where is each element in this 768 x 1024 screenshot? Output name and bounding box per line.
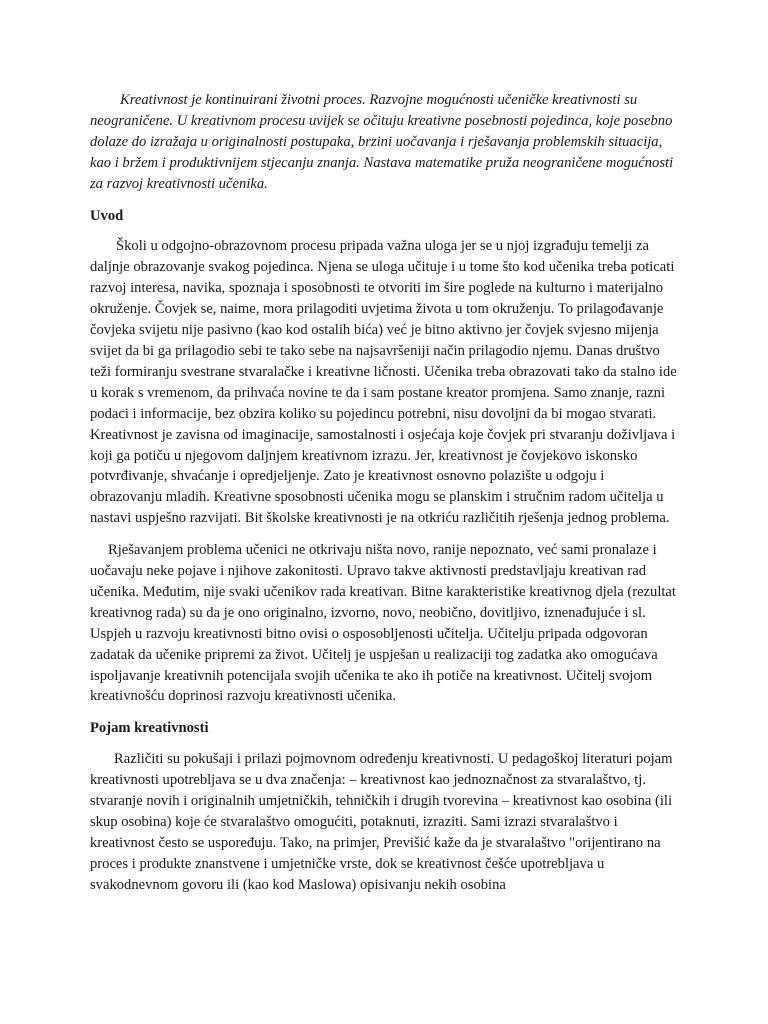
abstract-paragraph: Kreativnost je kontinuirani životni proces. Razvojne mogućnosti učeničke kreativnosti su neograničene. U kreativnom procesu uvijek se očituju kreativne posebnosti pojedinca, koje posebno dolaze do izražaja u originalnosti postupaka, brzini uočavanja i rješavanja problemskih situacija, kao i bržem i produktivnijem stjecanju znanja. Nastava matematike pruža neograničene mogućnosti za razvoj kreativnosti učenika. xyxy=(90,92,674,192)
section-heading-pojam-kreativnosti: Pojam kreativnosti xyxy=(90,720,209,737)
body-paragraph-1: Školi u odgojno-obrazovnom procesu pripada važna uloga jer se u njoj izgrađuju temelji za daljnje obrazovanje svakog pojedinca. Njena se uloga učituje i u tome što kod učenika treba poticati razvoj interesa, navika, spoznaja i sposobnosti te otvoriti im šire poglede na kulturno i materijalno okruženje. Čovjek se, naime, mora prilagoditi uvjetima života u tom okruženju. To prilagođavanje čovjeka svijetu nije pasivno (kao kod ostalih bića) već je bitno aktivno jer čovjek svjesno mijenja svijet da bi ga prilagodio sebi te tako sebe na najsavršeniji način prilagodio njemu. Danas društvo teži formiranju svestrane stvaralačke i kreativne ličnosti. Učenika treba obrazovati tako da stalno ide u korak s vremenom, da prihvaća novine te da i sam postane kreator promjena. Samo znanje, razni podaci i informacije, bez obzira koliko su pojedincu potrebni, nisu dovoljni da bi mogao stvarati. Kreativnost je zavisna od imaginacije, samostalnosti i osjećaja koje čovjek pri stvaranju doživljava i koji ga potiču u njegovom daljnjem kreativnom izrazu. Jer, kreativnost je čovjekovo iskonsko potvrđivanje, shvaćanje i opredjeljenje. Zato je kreativnost osnovno polazište u odgoju i obrazovanju mladih. Kreativne sposobnosti učenika mogu se planskim i stručnim radom učitelja u nastavi uspješno razvijati. Bit školske kreativnosti je na otkriću različitih rješenja jednog problema. xyxy=(90,238,677,527)
body-paragraph-2: Rješavanjem problema učenici ne otkrivaju ništa novo, ranije nepoznato, već sami pronalaze i uočavaju neke pojave i njihove zakonitosti. Upravo takve aktivnosti predstavljaju kreativan rad učenika. Međutim, nije svaki učenikov rada kreativan. Bitne karakteristike kreativnog djela (rezultat kreativnog rada) su da je ono originalno, izvorno, novo, neobično, dovitljivo, iznenađujuće i sl. Uspjeh u razvoju kreativnosti bitno ovisi o osposobljenosti učitelja. Učitelju pripada odgovoran zadatak da učenike pripremi za život. Učitelj je uspješan u realizaciji tog zadatka ako omogućava ispoljavanje kreativnih potencijala svojih učenika te ako ih potiče na kreativnost. Učitelj svojom kreativnošću doprinosi razvoju kreativnosti učenika. xyxy=(90,542,676,705)
section-heading-uvod: Uvod xyxy=(90,207,124,224)
body-paragraph-3: Različiti su pokušaji i prilazi pojmovnom određenju kreativnosti. U pedagoškoj literaturi pojam kreativnosti upotrebljava se u dva značenja: – kreativnost kao jednoznačnost za stvaralaštvo, tj. stvaranje novih i originalnih umjetničkih, tehničkih i drugih tvorevina – kreativnost kao osobina (ili skup osobina) koje će stvaralaštvo omogućiti, potaknuti, izraziti. Sami izrazi stvaralaštvo i kreativnost često se uspoređuju. Tako, na primjer, Previšić kaže da je stvaralaštvo "orijentirano na proces i produkte znanstvene i umjetničke vrste, dok se kreativnost češće upotrebljava u svakodnevnom govoru ili (kao kod Maslowa) opisivanju nekih osobina xyxy=(90,751,673,893)
document-page xyxy=(90,90,680,907)
